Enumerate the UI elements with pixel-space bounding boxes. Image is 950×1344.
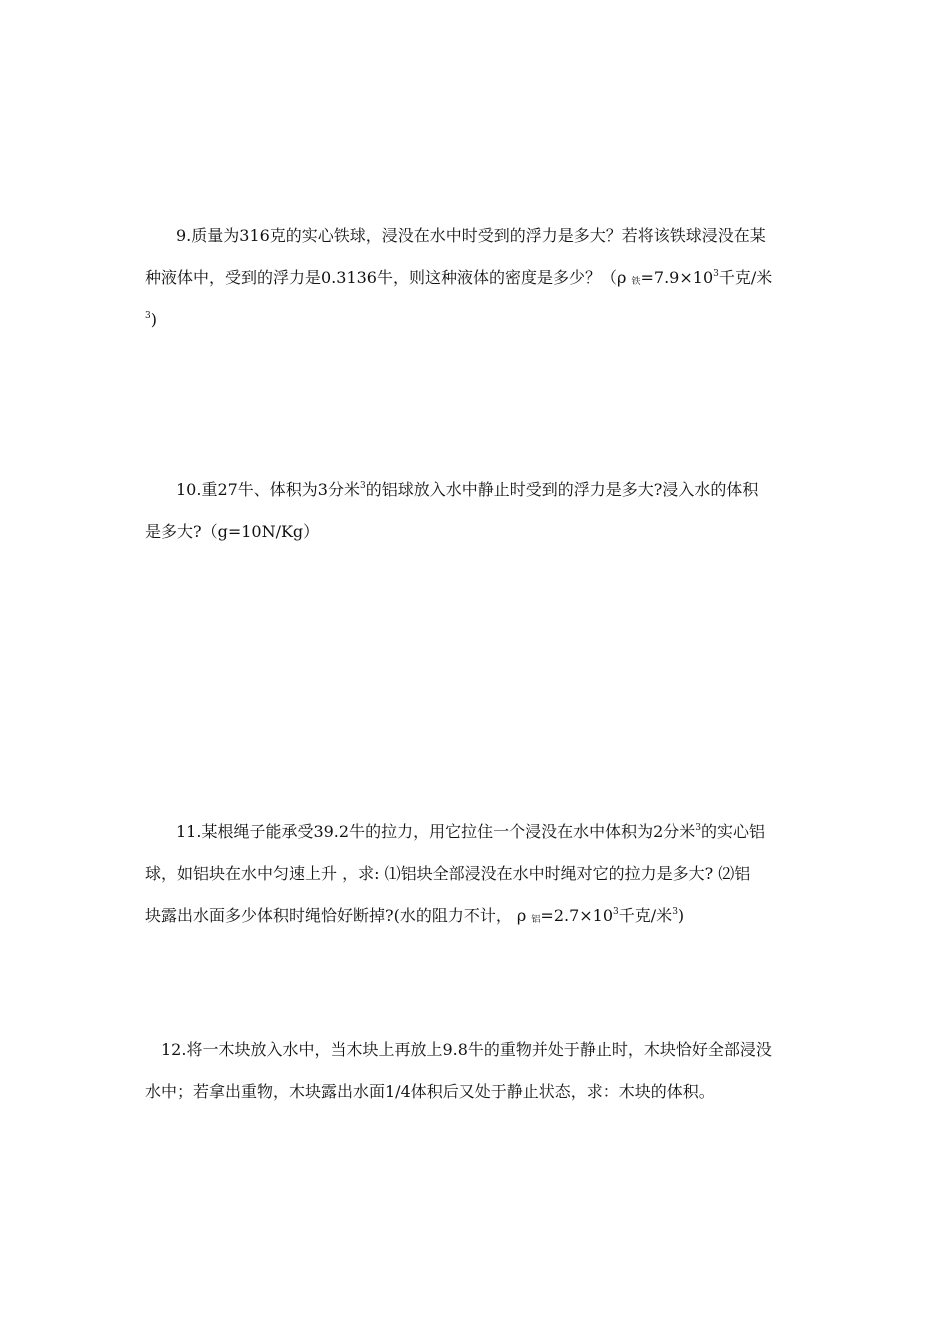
question-12-line-1: 12.将一木块放入水中，当木块上再放上9.8牛的重物并处于静止时，木块恰好全部浸没 — [161, 1040, 772, 1059]
question-10-line-2: 是多大?（g=10N/Kg） — [145, 522, 320, 541]
question-11-line-3: 块露出水面多少体积时绳恰好断掉?(水的阻力不计， ρ $_铝=2.7\times 10^3$千克/米$^3$) — [145, 906, 685, 925]
question-11-line-2: 球，如铝块在水中匀速上升 ，求: ⑴铝块全部浸没在水中时绳对它的拉力是多大? ⑵铝 — [145, 864, 751, 883]
question-9-line-2: 种液体中，受到的浮力是0.3136牛，则这种液体的密度是多少？（ρ $_铁=7.9\times 10^3$千克/米 — [145, 268, 773, 287]
question-11-line-1: 11.某根绳子能承受39.2牛的拉力，用它拉住一个浸没在水中体积为2分米$^3$的实心铝 — [176, 822, 766, 841]
question-9-line-1: 9.质量为316克的实心铁球，浸没在水中时受到的浮力是多大？若将该铁球浸没在某 — [176, 226, 766, 245]
question-10-line-1: 10.重27牛、体积为3分米$^3$的铝球放入水中静止时受到的浮力是多大?浸入水的体积 — [176, 480, 759, 499]
question-9-line-3: $^3$) — [145, 310, 157, 329]
question-12-line-2: 水中；若拿出重物，木块露出水面1/4体积后又处于静止状态，求：木块的体积。 — [145, 1082, 715, 1101]
